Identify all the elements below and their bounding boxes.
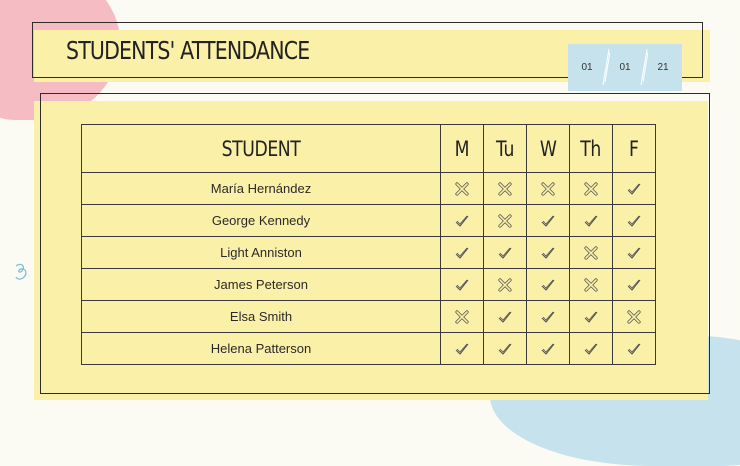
attendance-cell-th xyxy=(570,237,613,269)
check-mark-icon xyxy=(454,277,470,293)
attendance-cell-tu xyxy=(484,333,527,365)
date-month: 01 xyxy=(619,62,631,73)
day-column-header: F xyxy=(613,125,656,173)
attendance-cell-m xyxy=(441,173,484,205)
check-mark-icon xyxy=(626,213,642,229)
cross-mark-icon xyxy=(583,277,599,293)
date-separator-icon xyxy=(640,48,648,86)
check-mark-icon xyxy=(626,181,642,197)
attendance-cell-th xyxy=(570,333,613,365)
check-mark-icon xyxy=(583,341,599,357)
attendance-cell-m xyxy=(441,205,484,237)
attendance-cell-f xyxy=(613,301,656,333)
cross-mark-icon xyxy=(626,309,642,325)
student-name: María Hernández xyxy=(82,173,441,205)
table-row xyxy=(82,269,656,301)
check-mark-icon xyxy=(540,277,556,293)
student-name: Helena Patterson xyxy=(82,333,441,365)
check-mark-icon xyxy=(626,341,642,357)
attendance-cell-tu xyxy=(484,173,527,205)
attendance-cell-tu xyxy=(484,237,527,269)
table-row xyxy=(82,333,656,365)
cross-mark-icon xyxy=(497,213,513,229)
day-column-header: Th xyxy=(570,125,613,173)
cross-mark-icon xyxy=(583,245,599,261)
student-column-header: STUDENT xyxy=(82,125,441,173)
attendance-table xyxy=(81,124,656,365)
check-mark-icon xyxy=(626,245,642,261)
cross-mark-icon xyxy=(497,277,513,293)
attendance-cell-tu xyxy=(484,301,527,333)
check-mark-icon xyxy=(497,341,513,357)
date-separator-icon xyxy=(602,48,610,86)
student-name: Light Anniston xyxy=(82,237,441,269)
cross-mark-icon xyxy=(540,181,556,197)
date-year: 21 xyxy=(657,62,669,73)
swirl-doodle-icon xyxy=(12,260,34,282)
check-mark-icon xyxy=(626,277,642,293)
date-box xyxy=(568,44,682,91)
day-column-header: M xyxy=(441,125,484,173)
attendance-cell-th xyxy=(570,269,613,301)
check-mark-icon xyxy=(454,213,470,229)
table-row xyxy=(82,173,656,205)
attendance-cell-f xyxy=(613,237,656,269)
cross-mark-icon xyxy=(454,309,470,325)
check-mark-icon xyxy=(540,213,556,229)
check-mark-icon xyxy=(540,245,556,261)
student-name: Elsa Smith xyxy=(82,301,441,333)
check-mark-icon xyxy=(497,309,513,325)
attendance-cell-m xyxy=(441,333,484,365)
attendance-cell-f xyxy=(613,173,656,205)
cross-mark-icon xyxy=(583,181,599,197)
attendance-cell-m xyxy=(441,269,484,301)
day-column-header: W xyxy=(527,125,570,173)
check-mark-icon xyxy=(540,309,556,325)
attendance-cell-f xyxy=(613,333,656,365)
attendance-cell-w xyxy=(527,301,570,333)
attendance-cell-w xyxy=(527,173,570,205)
student-name: James Peterson xyxy=(82,269,441,301)
attendance-cell-w xyxy=(527,333,570,365)
check-mark-icon xyxy=(454,341,470,357)
attendance-cell-th xyxy=(570,205,613,237)
check-mark-icon xyxy=(454,245,470,261)
attendance-cell-m xyxy=(441,301,484,333)
table-row xyxy=(82,205,656,237)
attendance-cell-tu xyxy=(484,205,527,237)
attendance-cell-w xyxy=(527,237,570,269)
attendance-cell-th xyxy=(570,173,613,205)
date-day: 01 xyxy=(581,62,593,73)
cross-mark-icon xyxy=(497,181,513,197)
attendance-cell-w xyxy=(527,269,570,301)
table-header-row xyxy=(82,125,656,173)
table-row xyxy=(82,301,656,333)
check-mark-icon xyxy=(540,341,556,357)
attendance-cell-w xyxy=(527,205,570,237)
attendance-cell-f xyxy=(613,269,656,301)
attendance-cell-m xyxy=(441,237,484,269)
attendance-cell-tu xyxy=(484,269,527,301)
student-name: George Kennedy xyxy=(82,205,441,237)
day-column-header: Tu xyxy=(484,125,527,173)
attendance-cell-th xyxy=(570,301,613,333)
check-mark-icon xyxy=(497,245,513,261)
attendance-cell-f xyxy=(613,205,656,237)
page-title: STUDENTS' ATTENDANCE xyxy=(66,36,310,65)
table-row xyxy=(82,237,656,269)
check-mark-icon xyxy=(583,309,599,325)
check-mark-icon xyxy=(583,213,599,229)
cross-mark-icon xyxy=(454,181,470,197)
